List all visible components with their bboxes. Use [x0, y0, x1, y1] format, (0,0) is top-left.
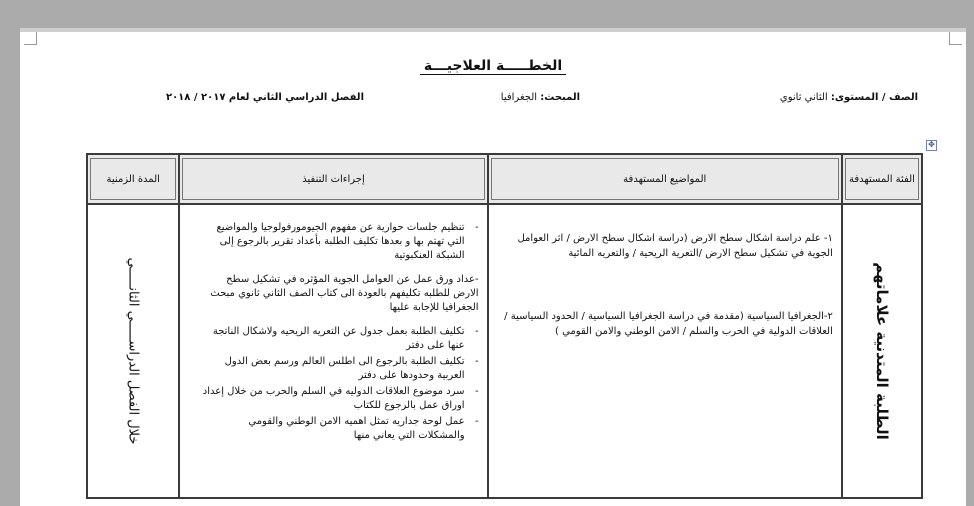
procedure-item: - تكليف الطلبة بالرجوع الى اطلس العالم ورسم بعض الدول العربية وحدودها على دفتر — [200, 355, 464, 383]
page-corner-mark — [24, 32, 37, 45]
header-duration: المدة الزمنية — [87, 154, 179, 204]
duration-cell — [87, 204, 179, 498]
document-title: الخطـــــة العلاجيـــة — [20, 58, 966, 74]
procedure-paragraph: -عداد ورق عمل عن العوامل الجوية المؤثره في تشكيل سطح الارض للطلبه تكليفهم بالعودة الى كتاب الصف الثاني ثانوي مبحث الجغرافيا للإجابة عليها — [210, 274, 479, 313]
page-corner-mark — [949, 32, 962, 45]
procedure-item: - تكليف الطلبة بعمل جدول عن التعريه الريحيه ولاشكال الناتجة عنها على دفتر — [200, 325, 464, 353]
category-text: الطلبة المتدنية علاماتهم — [872, 262, 891, 440]
subject-field: المبحث: الجغرافيا — [500, 92, 580, 103]
duration-text: خلال الفصل الدراســـــي الثانـــــي — [125, 257, 141, 445]
header-procedures: إجراءات التنفيذ — [179, 154, 487, 204]
page-top-border — [20, 28, 966, 32]
remedial-plan-table — [86, 153, 923, 499]
class-level-field: الصف / المستوى: الثاني ثانوي — [779, 92, 918, 103]
table-move-handle-icon[interactable]: ✥ — [926, 140, 937, 151]
header-topics: المواضيع المستهدفة — [488, 154, 842, 204]
term-field: الفصل الدراسي الثاني لعام ٢٠١٧ / ٢٠١٨ — [165, 92, 364, 103]
procedure-item: - عمل لوحة جداريه تمثل اهميه الامن الوطني والقومي والمشكلات التي يعاني منها — [200, 415, 464, 443]
procedure-item: - سرد موضوع العلاقات الدوليه في السلم والحرب من خلال إعداد اوراق عمل بالرجوع للكتاب — [200, 385, 464, 413]
procedure-item: - تنظيم جلسات حوارية عن مفهوم الجيومورفولوجيا والمواضيع التي تهتم بها و بعدها تكليف الطلبة بأعداد تقرير بالرجوع إلى الشبكة العنكبوتية — [200, 221, 464, 263]
procedures-cell — [179, 204, 487, 498]
topic-item: ١- علم دراسة اشكال سطح الارض (دراسة اشكال سطح الارض / اثر العوامل الجوية في تشكيل سطح الارض /التعرية الريحية / والتعريه المائية — [517, 233, 833, 259]
header-category: الفئة المستهدفة — [842, 154, 922, 204]
topic-item: ٢-الجغرافيا السياسية (مقدمة في دراسة الجغرافيا السياسية / الحدود السياسية / العلاقات الدولية في الحرب والسلم / الامن الوطني والامن القومي ) — [504, 311, 833, 337]
document-page — [20, 28, 966, 506]
table-header-row — [87, 154, 922, 204]
topics-cell — [488, 204, 842, 498]
table-row — [87, 204, 922, 498]
category-cell — [842, 204, 922, 498]
